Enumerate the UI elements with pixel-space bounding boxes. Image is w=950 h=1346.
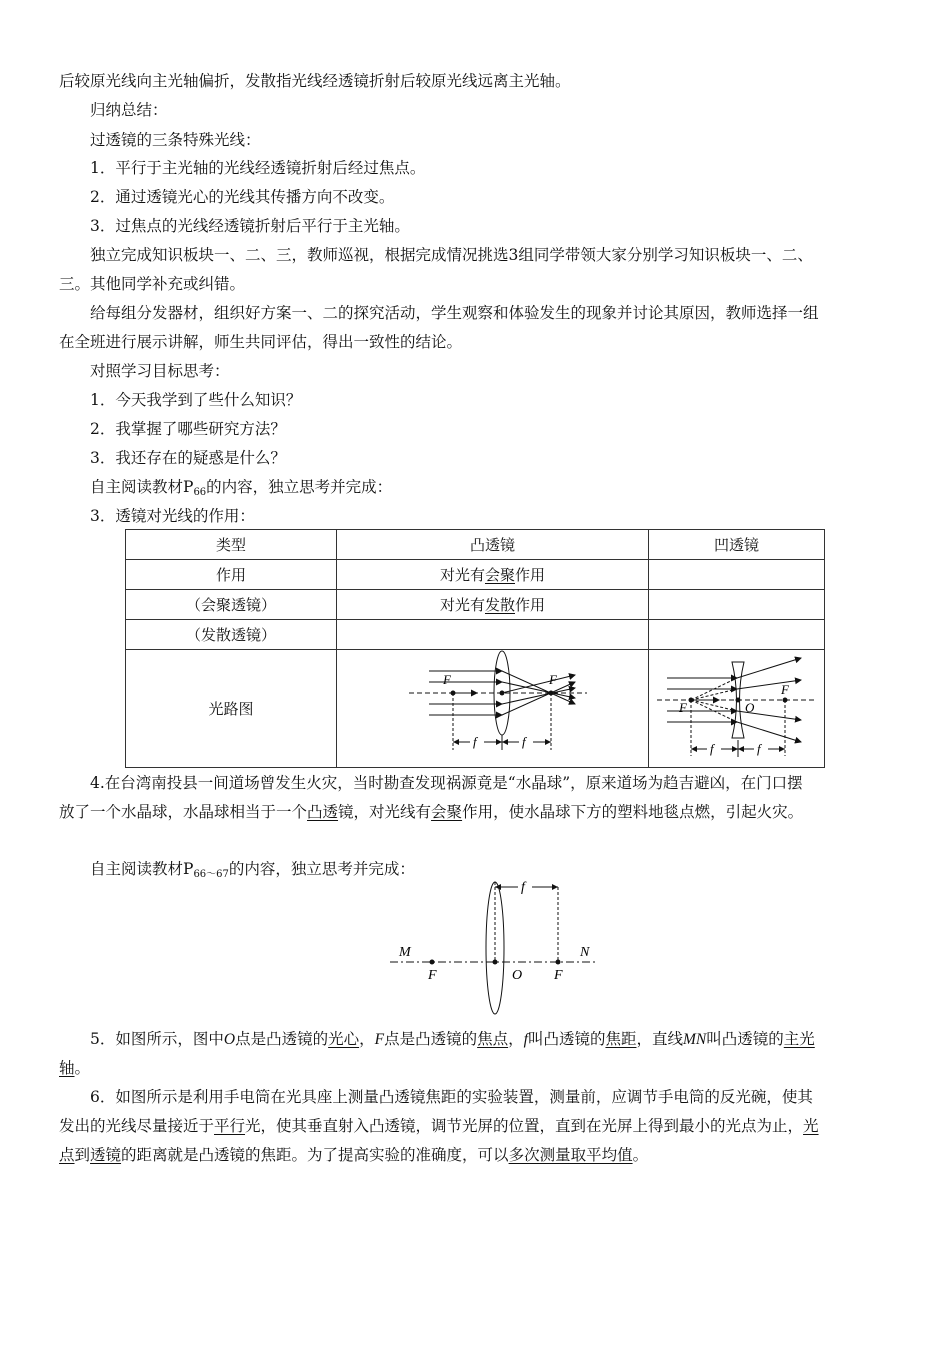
row-label: （发散透镜） [126,620,337,650]
reading-instruction: 自主阅读教材P66的内容，独立思考并完成： [90,478,393,498]
label-O: O [745,700,755,715]
ray-row-label: 光路图 [126,650,337,768]
table-row [126,560,825,590]
label-f-left: f [473,734,477,749]
label-F-right: F [781,682,789,697]
label-F-left: F [428,968,437,983]
instruction-line-1: 独立完成知识板块一、二、三，教师巡视，根据完成情况挑选3组同学带领大家分别学习知识板块一、二、 [90,246,813,264]
paragraph-continuation: 后较原光线向主光轴偏折，发散指光线经透镜折射后较原光线远离主光轴。 [59,72,571,90]
answer-converge-2: 会聚 [431,803,463,821]
label-f-right: f [522,734,526,749]
question-5-line-1: 5．如图所示，图中O点是凸透镜的光心，F点是凸透镜的焦点，f叫凸透镜的焦距，直线MN叫凸透镜的主光 [90,1030,815,1048]
special-ray-1: 1．平行于主光轴的光线经透镜折射后经过焦点。 [90,159,426,177]
answer-parallel: 平行 [214,1117,246,1135]
label-F-left: F [679,700,687,715]
concave-ray-diagram-cell [649,650,825,768]
lens-effect-heading: 3．透镜对光线的作用： [90,507,255,525]
table-header-convex: 凸透镜 [337,530,649,560]
convex-ray-diagram-cell [337,650,649,768]
concave-effect-cell [649,620,825,650]
reflection-q3: 3．我还存在的疑惑是什么？ [90,449,286,467]
answer-light-spot: 光 [803,1117,819,1135]
table-header-type: 类型 [126,530,337,560]
answer-principal-axis: 主光 [783,1030,815,1048]
svg-text:f: f [757,741,761,756]
answer-focal-point: 焦点 [477,1030,509,1048]
svg-text:f: f [710,741,714,756]
reflection-q1: 1．今天我学到了些什么知识？ [90,391,302,409]
reflection-q2: 2．我掌握了哪些研究方法？ [90,420,286,438]
table-header-row [126,530,825,560]
answer-convex: 凸透 [307,803,339,821]
answer-optical-center: 光心 [328,1030,360,1048]
summary-heading: 归纳总结： [90,101,168,119]
row-label: 作用 [126,560,337,590]
convex-effect-cell: 对光有会聚作用 [337,560,649,590]
label-N: N [580,945,590,960]
label-F-right: F [554,968,563,983]
label-f: f [521,880,525,895]
question-4-line-1: 4.在台湾南投县一间道场曾发生火灾，当时勘查发现祸源竟是“水晶球”，原来道场为趋吉避凶，在门口摆 [90,774,803,792]
lens-table [125,529,825,768]
special-ray-2: 2．通过透镜光心的光线其传播方向不改变。 [90,188,395,206]
special-rays-heading: 过透镜的三条特殊光线： [90,131,261,149]
label-M: M [399,945,411,960]
reading-instruction-2: 自主阅读教材P66～67的内容，独立思考并完成： [90,860,415,880]
convex-effect-cell: 对光有发散作用 [337,590,649,620]
question-6-line-2: 发出的光线尽量接近于平行光，使其垂直射入凸透镜，调节光屏的位置，直到在光屏上得到最小的光点为止，光 [59,1117,819,1135]
concave-effect-cell [649,590,825,620]
convex-lens-focal-diagram [385,878,600,1018]
label-O: O [512,968,523,983]
answer-focal-length: 焦距 [605,1030,637,1048]
ray-diagram-row [126,650,825,768]
answer-lens: 透镜 [90,1146,122,1164]
answer-converge: 会聚 [484,566,515,584]
label-F-left: F [443,672,451,687]
activity-line-2: 在全班进行展示讲解，师生共同评估，得出一致性的结论。 [59,333,463,351]
concave-effect-cell [649,560,825,590]
answer-diverge: 发散 [484,596,515,614]
question-4-line-2: 放了一个水晶球，水晶球相当于一个凸透镜，对光线有会聚作用，使水晶球下方的塑料地毯点燃，引起火灾。 [59,803,804,821]
table-row [126,620,825,650]
question-6-line-1: 6．如图所示是利用手电筒在光具座上测量凸透镜焦距的实验装置，测量前，应调节手电筒的反光碗，使其 [90,1088,813,1106]
row-label: （会聚透镜） [126,590,337,620]
question-5-line-2: 轴。 [59,1059,91,1077]
question-6-line-3: 点到透镜的距离就是凸透镜的焦距。为了提高实验的准确度，可以多次测量取平均值。 [59,1146,649,1164]
table-header-concave: 凹透镜 [649,530,825,560]
reflection-heading: 对照学习目标思考： [90,362,230,380]
label-F-right: F [549,672,557,687]
answer-average: 多次测量取平均值 [508,1146,633,1164]
convex-effect-cell [337,620,649,650]
table-row [126,590,825,620]
optical-center [500,691,505,696]
special-ray-3: 3．过焦点的光线经透镜折射后平行于主光轴。 [90,217,410,235]
convex-lens-ray-diagram [337,650,648,763]
concave-lens-ray-diagram [649,650,824,763]
activity-line-1: 给每组分发器材，组织好方案一、二的探究活动，学生观察和体验发生的现象并讨论其原因，教师选择一组 [90,304,819,322]
instruction-line-2: 三。其他同学补充或纠错。 [59,275,246,293]
